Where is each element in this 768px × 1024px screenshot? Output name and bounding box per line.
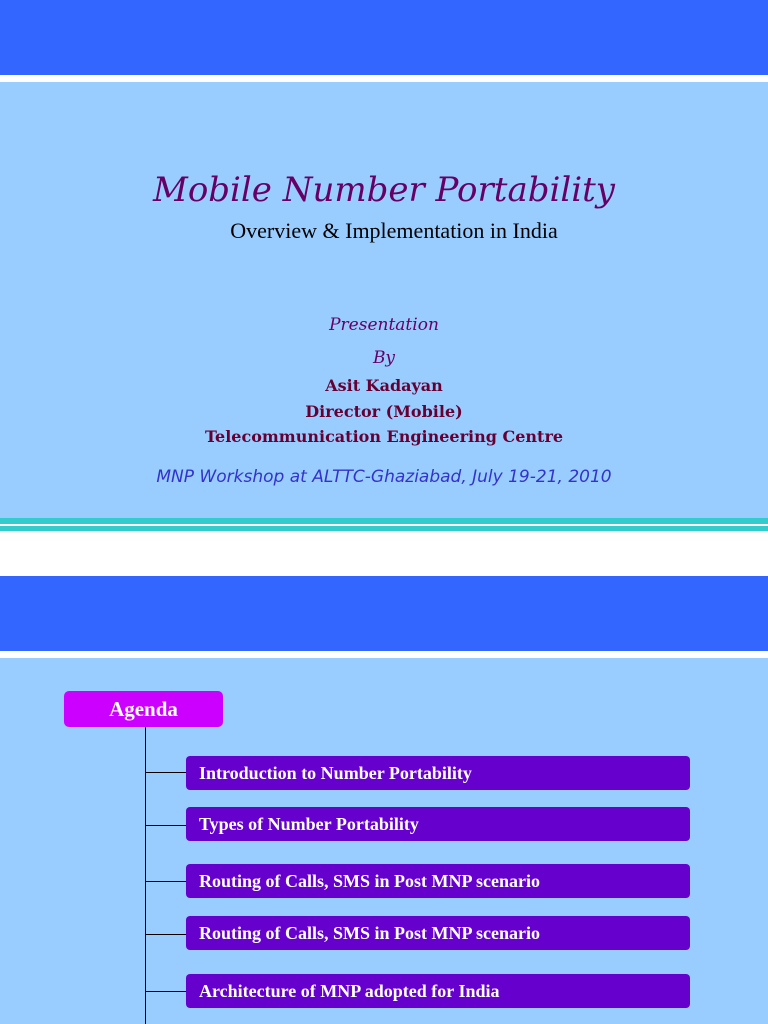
agenda-branch	[145, 772, 186, 773]
author-org: Telecommunication Engineering Centre	[204, 427, 564, 446]
presentation-label: Presentation	[329, 315, 439, 335]
author-title: Director (Mobile)	[305, 402, 463, 421]
workshop-info: MNP Workshop at ALTTC-Ghaziabad, July 19-21, 2010	[156, 467, 612, 487]
slide2-header-bar	[0, 576, 768, 651]
agenda-branch	[145, 934, 186, 935]
author-name: Asit Kadayan	[325, 376, 443, 395]
agenda-branch	[145, 825, 186, 826]
by-label: By	[372, 348, 396, 368]
agenda-item: Introduction to Number Portability	[186, 756, 690, 790]
agenda-item: Types of Number Portability	[186, 807, 690, 841]
slide-title: Mobile Number Portability	[153, 170, 615, 210]
slide1-rule-top	[0, 518, 768, 524]
agenda-item: Architecture of MNP adopted for India	[186, 974, 690, 1008]
slide1-header-bar	[0, 0, 768, 75]
agenda-item: Routing of Calls, SMS in Post MNP scenario	[186, 864, 690, 898]
slide1-rule-bottom	[0, 526, 768, 531]
slide1-body	[0, 82, 768, 518]
agenda-item: Routing of Calls, SMS in Post MNP scenario	[186, 916, 690, 950]
agenda-heading: Agenda	[64, 691, 223, 727]
agenda-branch	[145, 991, 186, 992]
slide-subtitle: Overview & Implementation in India	[230, 218, 558, 243]
agenda-branch	[145, 881, 186, 882]
